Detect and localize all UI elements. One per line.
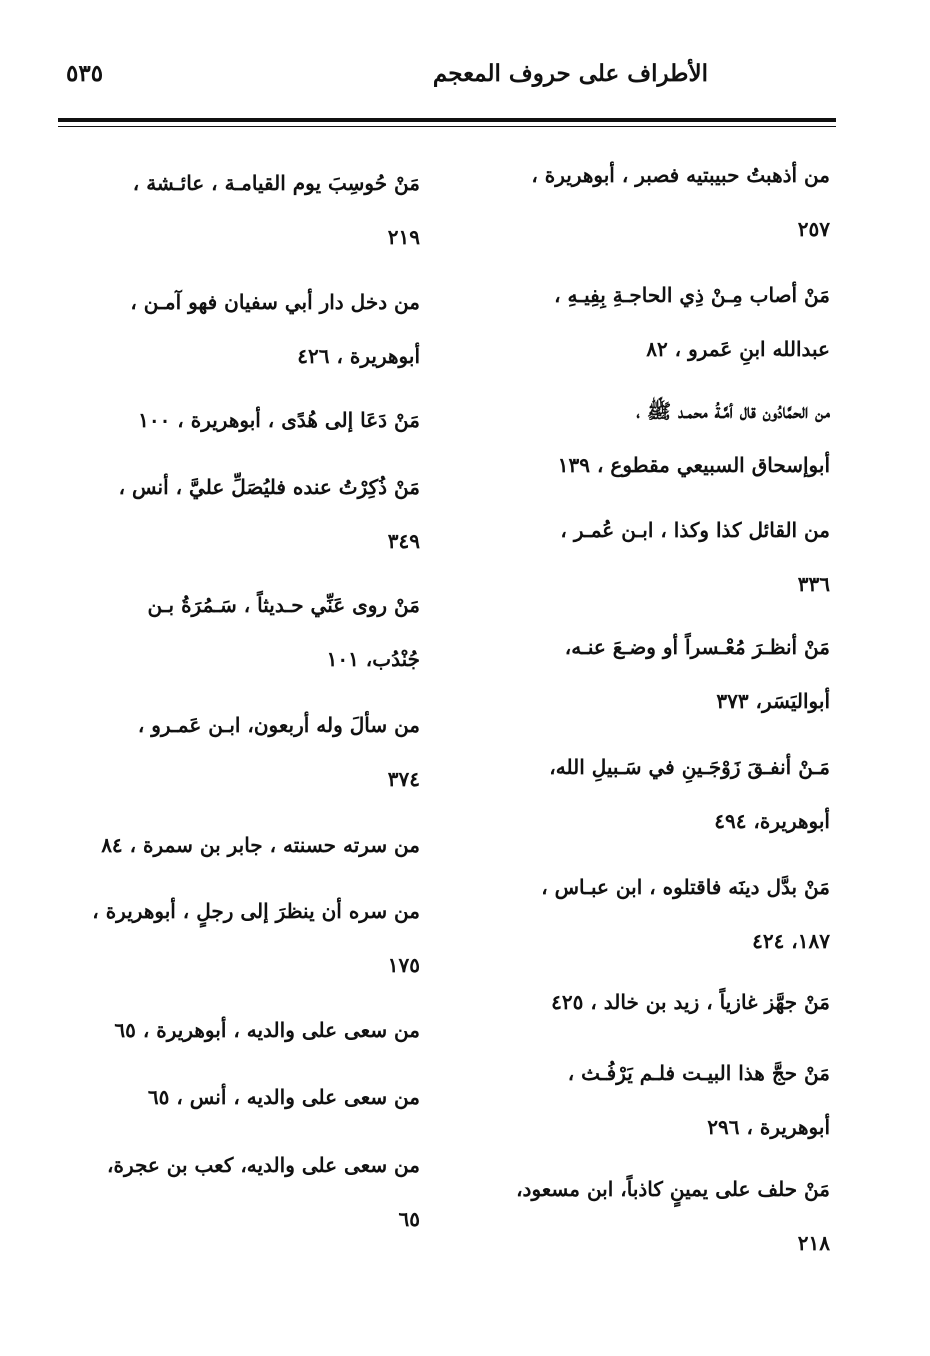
index-entry xyxy=(476,268,830,376)
entry-text: مَنْ حجَّ هذا البيـت فلـم يَرْفُـث ، xyxy=(567,1061,830,1085)
entry-reference: أبوهريرة ، ٢٩٦ xyxy=(707,1115,830,1139)
entry-reference: ٢١٩ xyxy=(387,225,420,249)
index-entry xyxy=(66,460,420,568)
entry-text: مَنْ جهَّز غازياً ، زيد بن خالد ، ٤٢٥ xyxy=(551,990,830,1014)
index-entry xyxy=(66,884,420,992)
index-entry xyxy=(476,620,830,728)
header-rule-thick xyxy=(58,118,836,122)
index-entry xyxy=(66,578,420,686)
index-entry xyxy=(476,503,830,611)
entry-text: من أذهبتُ حبيبتيه فصبر ، أبوهريرة ، xyxy=(531,163,830,187)
running-title: الأطراف على حروف المعجم xyxy=(432,60,708,87)
index-entry xyxy=(476,740,830,848)
entry-reference: ٦٥ xyxy=(398,1207,420,1231)
entry-text: مَنْ حُوسِبَ يوم القيامـة ، عائـشة ، xyxy=(132,171,420,195)
entry-reference: ٣٣٦ xyxy=(797,572,830,596)
index-entry xyxy=(66,275,420,383)
entry-text: مَـنْ أنفـقَ زَوْجَـينِ في سَـبيلِ الله، xyxy=(549,755,830,779)
index-entry xyxy=(476,148,830,256)
entry-text: من سعى على والديه، كعب بن عجرة، xyxy=(107,1153,420,1177)
entry-text: من سألَ وله أربعون، ابـن عَمـرو ، xyxy=(137,713,420,737)
entry-text: مَنْ دَعَا إلى هُدًى ، أبوهريرة ، ١٠٠ xyxy=(138,408,420,432)
index-entry xyxy=(476,384,830,492)
entry-reference: أبواليَسَر، ٣٧٣ xyxy=(716,689,830,713)
entry-reference: أبوهريرة ، ٤٢٦ xyxy=(297,344,420,368)
entry-reference: ٣٧٤ xyxy=(387,767,420,791)
entry-reference: أبوهريرة، ٤٩٤ xyxy=(714,809,830,833)
entry-text: مَنْ ذُكِرْتُ عنده فليُصَلِّ عليَّ ، أنس ، xyxy=(118,475,420,499)
entry-text: مَنْ بدَّل دينَه فاقتلوه ، ابن عبـاس ، xyxy=(541,875,830,899)
entry-reference: ١٨٧، ٤٢٤ xyxy=(752,929,830,953)
index-entry xyxy=(476,1046,830,1154)
index-entry xyxy=(476,1162,830,1270)
index-entry xyxy=(476,975,830,1029)
entry-text: من سعى على والديه ، أبوهريرة ، ٦٥ xyxy=(114,1018,420,1042)
entry-text: مَنْ أنظـرَ مُعْـسراً أو وضـعَ عنـه، xyxy=(564,635,830,659)
entry-text: مَنْ حلف على يمينٍ كاذباً، ابن مسعود، xyxy=(516,1177,830,1201)
entry-text: من سعى على والديه ، أنس ، ٦٥ xyxy=(147,1085,420,1109)
entry-text: من سره أن ينظرَ إلى رجلٍ ، أبوهريرة ، xyxy=(92,899,420,923)
index-entry xyxy=(66,156,420,264)
entry-reference: عبدالله ابنِ عَمرو ، ٨٢ xyxy=(646,337,830,361)
entry-reference: ٢٥٧ xyxy=(797,217,830,241)
index-entry xyxy=(66,818,420,872)
entry-text: من سرته حسنته ، جابر بن سمرة ، ٨٤ xyxy=(101,833,420,857)
entry-text: مَنْ روى عَنِّي حـديثاً ، سَـمُرَةُ بـن xyxy=(147,593,420,617)
index-entry xyxy=(66,393,420,447)
entry-text: مَنْ أصاب مِـنْ ذِي الحاجـةِ بِفِيـهِ ، xyxy=(554,283,830,307)
entry-reference: ٢١٨ xyxy=(797,1231,830,1255)
entry-text: من الحمَّادُون قال أمَّـةُ محمـد ﷺ ، xyxy=(636,399,830,423)
entry-text: من القائل كذا وكذا ، ابـن عُمـر ، xyxy=(560,518,830,542)
entry-reference: ١٧٥ xyxy=(387,953,420,977)
entry-reference: ٣٤٩ xyxy=(387,529,420,553)
entry-reference: أبوإسحاق السبيعي مقطوع ، ١٣٩ xyxy=(557,453,830,477)
page-number: ٥٣٥ xyxy=(66,60,104,87)
entry-reference: جُنْدُب، ١٠١ xyxy=(326,647,420,671)
index-entry xyxy=(66,1070,420,1124)
index-entry xyxy=(476,860,830,968)
index-entry xyxy=(66,698,420,806)
entry-text: من دخل دار أبي سفيان فهو آمـن ، xyxy=(130,290,420,314)
index-entry xyxy=(66,1138,420,1246)
header-rule-thin xyxy=(58,126,836,127)
index-entry xyxy=(66,1003,420,1057)
